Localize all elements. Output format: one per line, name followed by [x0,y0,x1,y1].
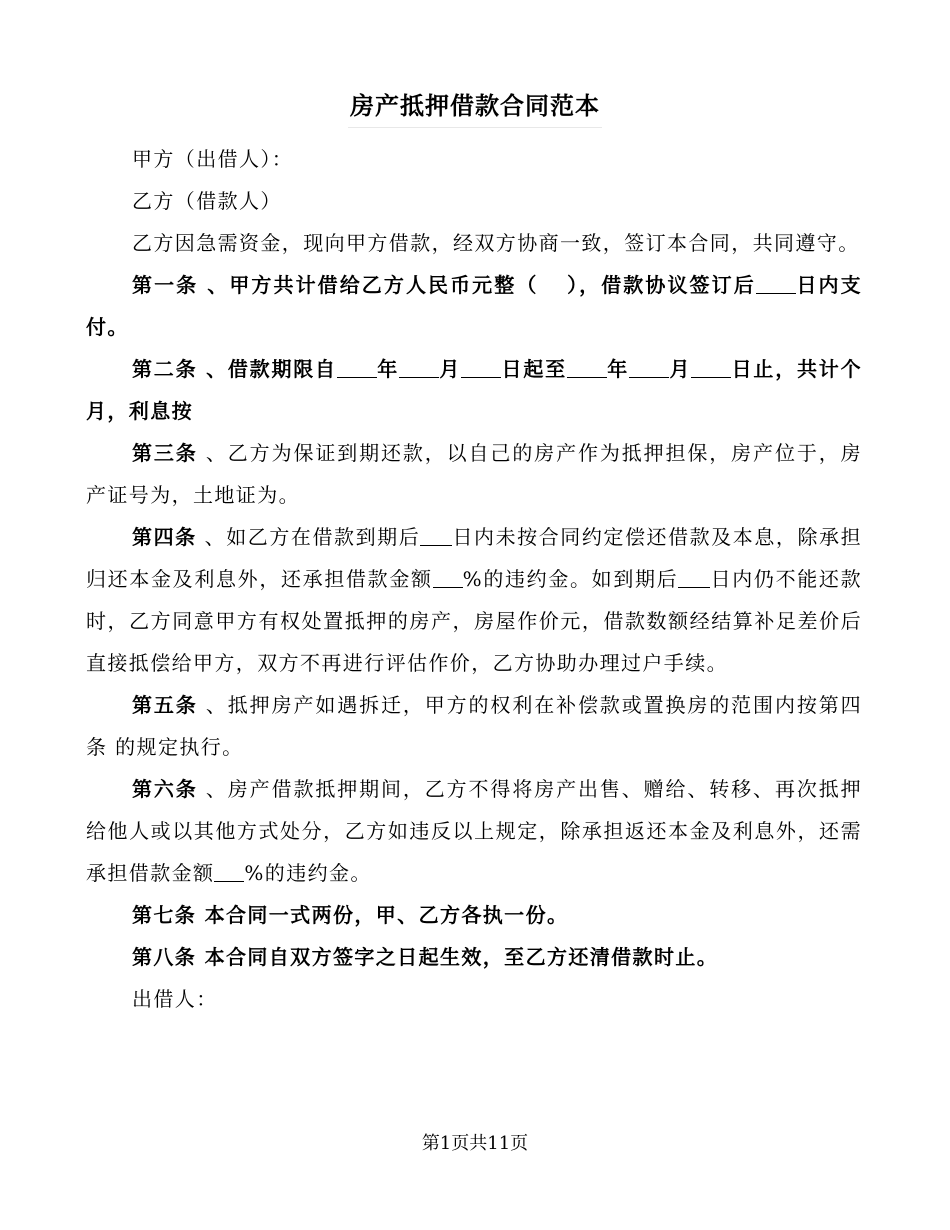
article-6-text-2: %的违约金。 [244,861,372,885]
article-1-text-1: 第一条 、甲方共计借给乙方人民币元整（ [132,273,539,297]
article-3 [86,432,862,516]
article-4-text-2: 日内未按合同约定偿还借款及本息，除承担归还本金及利息外，还承担借款金额 [86,525,863,591]
article-2-text-6: 月 [669,357,692,381]
article-2-text-1: 第二条 、借款期限自 [132,357,337,381]
borrower-line: 乙方（借款人） [132,189,282,213]
start-year-blank [337,355,377,378]
article-8: 第八条 本合同自双方签字之日起生效，至乙方还清借款时止。 [132,945,719,969]
intro-paragraph: 乙方因急需资金，现向甲方借款，经双方协商一致，签订本合同，共同遵守。 [132,231,860,255]
overdue-days-blank [420,523,452,546]
article-7: 第七条 本合同一式两份，甲、乙方各执一份。 [132,903,569,927]
article-6 [86,768,862,894]
article-2-text-7: 日止，共计个月，利息按 [86,357,862,423]
penalty-rate-blank [433,565,463,588]
article-1-text-2: ），借款协议签订后 [566,273,756,297]
article-2-text-5: 年 [606,357,630,381]
article-3-label: 第三条 [132,441,198,465]
article-3-text: 、乙方为保证到期还款，以自己的房产作为抵押担保，房产位于，房产证号为，土地证为。 [86,441,863,507]
article-1 [86,264,862,348]
extended-days-blank [678,565,710,588]
article-1-text-3: 日内支付。 [86,273,862,339]
article-4-text-3: %的违约金。如到期后 [462,567,679,591]
article-4-label: 第四条 [132,525,197,549]
article-2 [86,348,862,432]
article-5 [86,684,862,768]
article-5-label: 第五条 [132,693,198,717]
lender-line: 甲方（出借人）： [132,147,294,171]
article-5-text: 、抵押房产如遇拆迁，甲方的权利在补偿款或置换房的范围内按第四条 的规定执行。 [86,693,863,759]
article-6-text-1: 、房产借款抵押期间，乙方不得将房产出售、赠给、转移、再次抵押给他人或以其他方式处分，乙方如违反以上规定，除承担返还本金及利息外，还需承担借款金额 [86,777,863,885]
end-year-blank [567,355,607,378]
title-divider [348,127,602,128]
article-4-text-4: 日内仍不能还款时，乙方同意甲方有权处置抵押的房产，房屋作价元，借款数额经结算补足差价后直接抵偿给甲方，双方不再进行评估作价，乙方协助办理过户手续。 [86,567,862,675]
article-2-text-2: 年 [376,357,399,381]
days-blank [756,271,796,294]
document-title: 房产抵押借款合同范本 [350,91,600,120]
signature-lender: 出借人： [132,987,218,1011]
end-day-blank [691,355,731,378]
start-day-blank [461,355,501,378]
article-2-text-4: 日起至 [501,357,567,381]
penalty-rate-blank-2 [214,859,244,882]
article-4 [86,516,862,684]
start-month-blank [399,355,439,378]
article-4-text-1: 、如乙方在借款到期后 [196,525,421,549]
article-2-text-3: 月 [439,357,462,381]
document-body [86,138,862,1020]
article-6-label: 第六条 [132,777,198,801]
page-footer: 第1页共11页 [421,1133,529,1154]
end-month-blank [629,355,669,378]
